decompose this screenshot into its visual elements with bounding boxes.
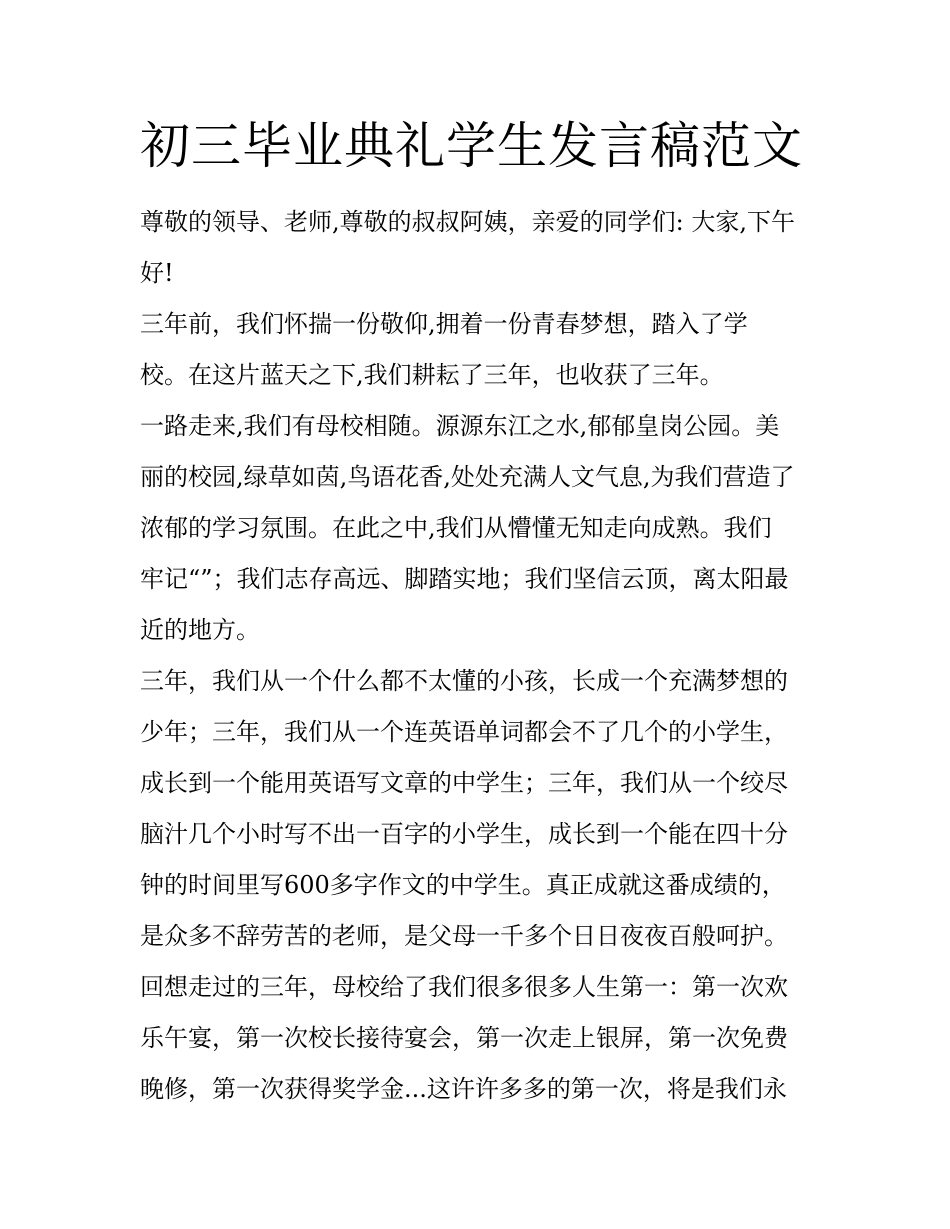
body-line: 近的地方。: [140, 616, 260, 644]
body-line: 三年，我们从一个什么都不太懂的小孩，长成一个充满梦想的: [140, 667, 788, 695]
body-line: 成长到一个能用英语写文章的中学生；三年，我们从一个绞尽: [140, 769, 788, 797]
body-line: 三年前，我们怀揣一份敬仰,拥着一份青春梦想，踏入了学: [140, 310, 748, 338]
document-title: 初三毕业典礼学生发言稿范文: [140, 117, 803, 175]
body-line: 牢记“”；我们志存高远、脚踏实地；我们坚信云顶，离太阳最: [140, 565, 789, 593]
body-line: 是众多不辞劳苦的老师，是父母一千多个日日夜夜百般呵护。: [140, 922, 788, 950]
body-line: 回想走过的三年，母校给了我们很多很多人生第一：第一次欢: [140, 973, 788, 1001]
body-line: 脑汁几个小时写不出一百字的小学生，成长到一个能在四十分: [140, 820, 788, 848]
body-line: 钟的时间里写600多字作文的中学生。真正成就这番成绩的，: [140, 871, 786, 899]
body-line: 丽的校园,绿草如茵,鸟语花香,处处充满人文气息,为我们营造了: [140, 463, 795, 491]
body-line: 好!: [140, 259, 174, 287]
body-line: 少年；三年，我们从一个连英语单词都会不了几个的小学生，: [140, 718, 788, 746]
body-line: 校。在这片蓝天之下,我们耕耘了三年，也收获了三年。: [140, 361, 724, 389]
body-line: 晚修，第一次获得奖学金...这许许多多的第一次，将是我们永: [140, 1075, 787, 1103]
body-line: 浓郁的学习氛围。在此之中,我们从懵懂无知走向成熟。我们: [140, 514, 772, 542]
body-line: 乐午宴，第一次校长接待宴会，第一次走上银屏，第一次免费: [140, 1024, 788, 1052]
body-line: 尊敬的领导、老师,尊敬的叔叔阿姨，亲爱的同学们: 大家,下午: [140, 208, 795, 236]
body-line: 一路走来,我们有母校相随。源源东江之水,郁郁皇岗公园。美: [140, 412, 780, 440]
